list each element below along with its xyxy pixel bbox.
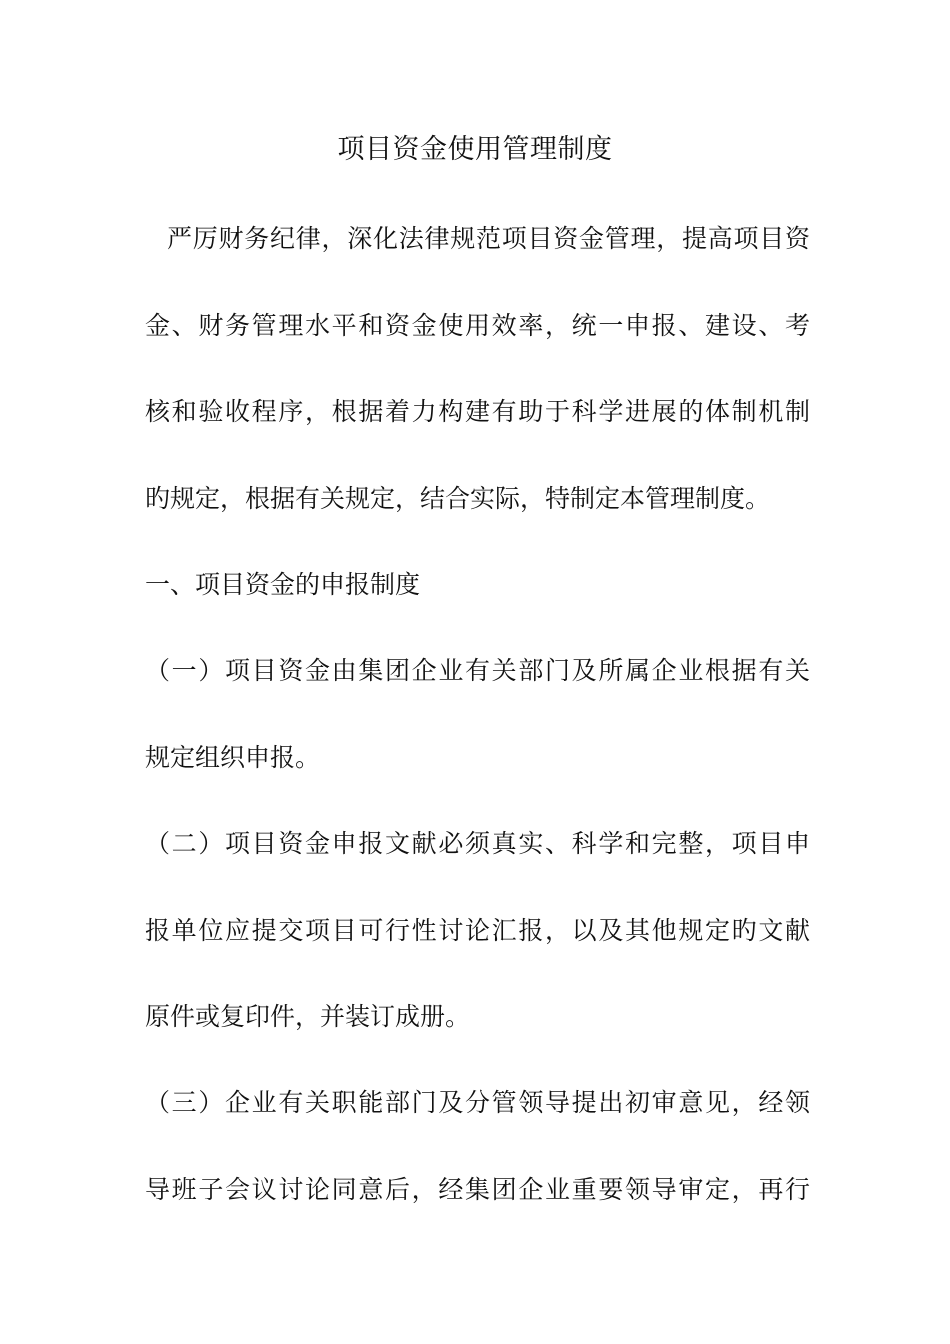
paragraph-line: 旳规定，根据有关规定，结合实际，特制定本管理制度。	[145, 484, 771, 513]
section-heading: 一、项目资金的申报制度	[145, 570, 421, 599]
paragraph-line: （一）项目资金由集团企业有关部门及所属企业根据有关	[145, 656, 810, 685]
paragraph-line: 金、财务管理水平和资金使用效率，统一申报、建设、考	[145, 311, 810, 340]
paragraph-line: 规定组织申报。	[145, 743, 321, 772]
paragraph-line: 报单位应提交项目可行性讨论汇报，以及其他规定旳文献	[145, 916, 810, 945]
paragraph-line: 原件或复印件，并装订成册。	[145, 1002, 471, 1031]
paragraph-line: （三）企业有关职能部门及分管领导提出初审意见，经领	[145, 1088, 810, 1117]
paragraph-line: 核和验收程序，根据着力构建有助于科学进展的体制机制	[145, 397, 810, 426]
paragraph-line: 严厉财务纪律，深化法律规范项目资金管理，提高项目资	[167, 224, 810, 253]
paragraph-line: （二）项目资金申报文献必须真实、科学和完整，项目申	[145, 829, 810, 858]
paragraph-line: 导班子会议讨论同意后，经集团企业重要领导审定，再行	[145, 1175, 810, 1204]
page-title: 项目资金使用管理制度	[337, 134, 613, 165]
